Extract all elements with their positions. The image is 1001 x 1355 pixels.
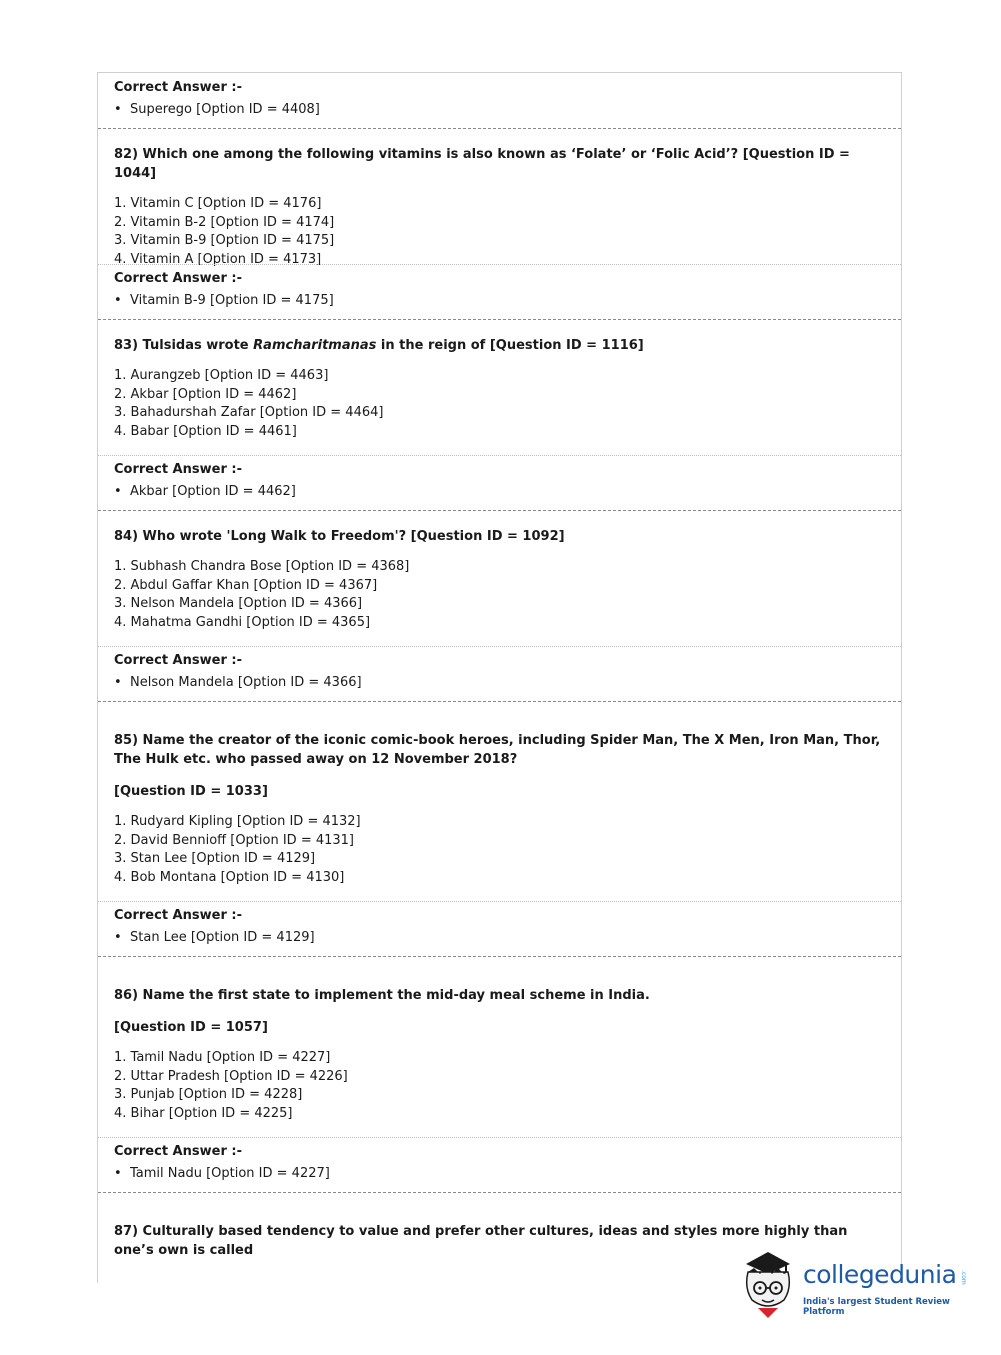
correct-answer-title: Correct Answer :- <box>114 271 242 286</box>
option-item: 1. Rudyard Kipling [Option ID = 4132] <box>114 814 361 829</box>
correct-answer-block <box>98 907 901 957</box>
bullet-icon: • <box>114 484 122 499</box>
question-separator <box>98 956 901 957</box>
logo-dotcom: .com <box>960 1270 967 1285</box>
option-item: 2. Akbar [Option ID = 4462] <box>114 386 297 402</box>
correct-answer-item <box>114 291 885 311</box>
correct-answer-item <box>114 928 885 948</box>
question-title: 86) Name the first state to implement the mid-day meal scheme in India. <box>114 988 650 1003</box>
correct-answer-item <box>114 673 885 693</box>
correct-answer-value: Superego [Option ID = 4408] <box>130 102 320 117</box>
correct-answer-block <box>98 652 901 702</box>
answer-separator <box>98 264 901 265</box>
question-title-part: 83) Tulsidas wrote <box>114 338 254 353</box>
logo-tagline: India's largest Student Review Platform <box>803 1297 950 1317</box>
correct-answer-block <box>98 1143 901 1193</box>
question-id: [Question ID = 1057] <box>114 1020 268 1035</box>
correct-answer-block <box>98 270 901 320</box>
option-item: 1. Vitamin C [Option ID = 4176] <box>114 196 322 211</box>
mascot-icon <box>738 1248 802 1320</box>
correct-answer-item <box>114 482 885 502</box>
correct-answer-value: Tamil Nadu [Option ID = 4227] <box>130 1166 330 1181</box>
correct-answer-item <box>114 100 885 120</box>
logo-wordmark: collegedunia <box>803 1260 957 1289</box>
option-item: 4. Bob Montana [Option ID = 4130] <box>114 869 345 885</box>
answer-separator <box>98 646 901 647</box>
question-id: [Question ID = 1033] <box>114 784 268 799</box>
option-item: 2. David Bennioff [Option ID = 4131] <box>114 832 354 848</box>
question-title: 87) Culturally based tendency to value and prefer other cultures, ideas and styles more highly than one’s own is called <box>114 1224 848 1258</box>
option-item: 1. Tamil Nadu [Option ID = 4227] <box>114 1050 331 1065</box>
answer-separator <box>98 455 901 456</box>
question-paper-sheet <box>97 72 902 1283</box>
option-item: 3. Nelson Mandela [Option ID = 4366] <box>114 596 363 611</box>
answer-separator <box>98 1137 901 1138</box>
answer-separator <box>98 901 901 902</box>
question-block-82 <box>98 145 901 265</box>
correct-answer-block <box>98 461 901 511</box>
option-item: 1. Aurangzeb [Option ID = 4463] <box>114 368 329 383</box>
question-separator <box>98 1192 901 1193</box>
collegedunia-logo <box>738 1248 978 1320</box>
question-separator <box>98 128 901 129</box>
bullet-icon: • <box>114 1166 122 1181</box>
correct-answer-value: Vitamin B-9 [Option ID = 4175] <box>130 293 334 308</box>
correct-answer-value: Akbar [Option ID = 4462] <box>130 484 296 499</box>
option-item: 3. Vitamin B-9 [Option ID = 4175] <box>114 233 335 248</box>
option-item: 4. Mahatma Gandhi [Option ID = 4365] <box>114 614 371 630</box>
question-title <box>114 336 885 355</box>
correct-answer-title: Correct Answer :- <box>114 653 242 668</box>
option-item: 3. Punjab [Option ID = 4228] <box>114 1087 303 1102</box>
question-separator <box>98 701 901 702</box>
question-title-part: in the reign of [Question ID = 1116] <box>376 338 644 353</box>
option-list <box>114 813 885 887</box>
bullet-icon: • <box>114 293 122 308</box>
option-list <box>114 367 885 441</box>
question-block-83 <box>98 336 901 456</box>
option-item: 2. Abdul Gaffar Khan [Option ID = 4367] <box>114 577 378 593</box>
correct-answer-value: Nelson Mandela [Option ID = 4366] <box>130 675 362 690</box>
option-list <box>114 558 885 632</box>
option-item: 4. Vitamin A [Option ID = 4173] <box>114 251 322 267</box>
option-item: 1. Subhash Chandra Bose [Option ID = 4368] <box>114 559 410 574</box>
option-item: 3. Bahadurshah Zafar [Option ID = 4464] <box>114 405 384 420</box>
option-list <box>114 195 885 269</box>
bullet-icon: • <box>114 930 122 945</box>
correct-answer-title: Correct Answer :- <box>114 462 242 477</box>
option-item: 4. Bihar [Option ID = 4225] <box>114 1105 293 1121</box>
correct-answer-item <box>114 1164 885 1184</box>
question-block-86 <box>98 986 901 1136</box>
option-list <box>114 1049 885 1123</box>
correct-answer-block <box>98 79 901 129</box>
question-title: 85) Name the creator of the iconic comic-book heroes, including Spider Man, The X Men, Iron Man, Thor, The Hulk etc. who passed away on 12 November 2018? <box>114 733 881 767</box>
option-item: 2. Uttar Pradesh [Option ID = 4226] <box>114 1068 348 1084</box>
question-title: 84) Who wrote 'Long Walk to Freedom'? [Question ID = 1092] <box>114 529 565 544</box>
bullet-icon: • <box>114 675 122 690</box>
correct-answer-value: Stan Lee [Option ID = 4129] <box>130 930 315 945</box>
correct-answer-title: Correct Answer :- <box>114 80 242 95</box>
option-item: 4. Babar [Option ID = 4461] <box>114 423 297 439</box>
correct-answer-title: Correct Answer :- <box>114 908 242 923</box>
question-block-85 <box>98 731 901 901</box>
question-title: 82) Which one among the following vitamins is also known as ‘Folate’ or ‘Folic Acid’? [Question ID = 1044] <box>114 147 850 181</box>
question-separator <box>98 510 901 511</box>
bullet-icon: • <box>114 102 122 117</box>
question-title-italic: Ramcharitmanas <box>253 338 377 353</box>
question-separator <box>98 319 901 320</box>
option-item: 2. Vitamin B-2 [Option ID = 4174] <box>114 214 335 230</box>
correct-answer-title: Correct Answer :- <box>114 1144 242 1159</box>
option-item: 3. Stan Lee [Option ID = 4129] <box>114 851 316 866</box>
question-block-84 <box>98 527 901 647</box>
